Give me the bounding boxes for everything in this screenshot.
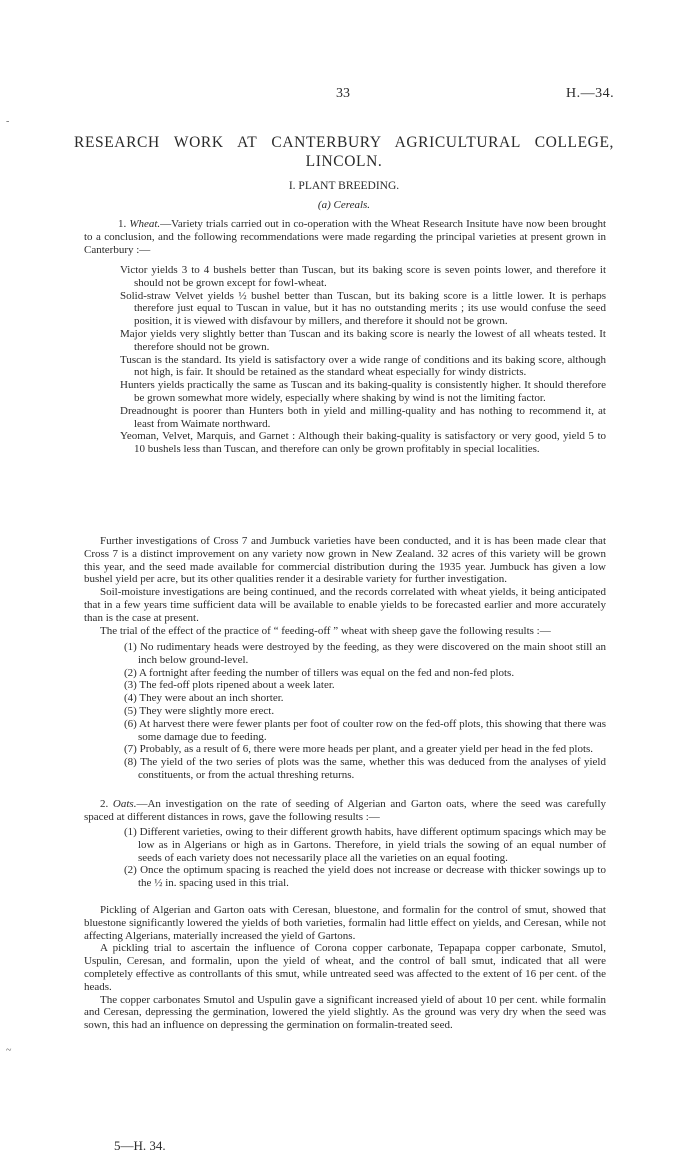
margin-mark-bottom: ~ (6, 1045, 12, 1056)
feeding-results (124, 641, 606, 782)
list-item: (4) They were about an inch shorter. (124, 692, 284, 705)
variety-list (120, 264, 606, 456)
margin-mark-top: - (6, 116, 10, 127)
wheat-intro-text: —Variety trials carried out in co-operation with the Wheat Research Insitute have now been brought to a conclusion, and the following recommendations were made regarding the principal varieties at present grown in Canterbury :— (84, 218, 607, 256)
list-item: (7) Probably, as a result of 6, there were more heads per plant, and a greater yield per head in the fed plots. (124, 743, 594, 756)
list-item: (5) They were slightly more erect. (124, 704, 275, 717)
oats-lead: 2. (100, 798, 113, 810)
list-item: Dreadnought is poorer than Hunters both in yield and milling-quality and has nothing to recommend it, at least from Waimate northward. (120, 404, 606, 430)
paragraph-soil: Soil-moisture investigations are being continued, and the records correlated with wheat yields, it being anticipated that in a few years time sufficient data will be available to enable yields to be forecasted earlier and more accurately than is the case at present. (84, 586, 606, 624)
list-item: (2) Once the optimum spacing is reached the yield does not increase or decrease with thicker sowings up to the ½ in. spacing used in this trial. (124, 864, 606, 890)
page-title-line2: LINCOLN. (305, 153, 383, 170)
paragraph-pickling: Pickling of Algerian and Garton oats with Ceresan, bluestone, and formalin for the control of smut, showed that bluestone significantly lowered the yields of both varieties, formalin had little effect on yields, and Ceresan, while not affecting Algerians, materially increased the yield of Gartons. (84, 904, 606, 942)
oats-paragraphs (84, 904, 606, 1032)
list-item: Tuscan is the standard. Its yield is satisfactory over a wide range of conditions and its baking score, although not high, is fair. It should be retained as the standard wheat especially for windy districts. (120, 353, 606, 379)
list-item: Solid-straw Velvet yields ½ bushel better than Tuscan, but its baking score is a little lower. It is perhaps therefore just equal to Tuscan in value, but it has no outstanding merits ; its use would confuse the seed position, it is viewed with disfavour by millers, and therefore it should not be grown. (120, 289, 606, 328)
section-subheading: (a) Cereals. (317, 199, 371, 211)
page-signature: 5—H. 34. (114, 1138, 166, 1153)
list-item: Major yields very slightly better than Tuscan and its baking score is nearly the lowest of all wheats tested. It therefore should not be grown. (120, 327, 606, 353)
list-item: Victor yields 3 to 4 bushels better than Tuscan, but its baking score is seven points lower, and therefore it should not be grown except for fowl-wheat. (120, 264, 606, 289)
section-heading: I. PLANT BREEDING. (288, 180, 400, 192)
document-code: H.—34. (566, 86, 615, 101)
list-item: (6) At harvest there were fewer plants per foot of coulter row on the fed-off plots, this showing that there was some damage due to feeding. (124, 717, 606, 743)
paragraph-corona: A pickling trial to ascertain the influence of Corona copper carbonate, Tepapapa copper carbonate, Smutol, Uspulin, Ceresan, and formalin, upon the yield of wheat, and the control of ball smut, indicated that all were completely effective as controllants of this smut, while untreated seed was affected to the extent of 16 per cent. of the heads. (84, 942, 606, 993)
list-item: (1) Different varieties, owing to their different growth habits, have different optimum spacings which may be low as in Algerians or high as in Gartons. Therefore, in yield trials the sowing of an equal number of seeds of each variety does not necessarily place all the varieties on an equal footing. (124, 826, 606, 864)
list-item: (8) The yield of the two series of plots was the same, whether this was deduced from the analyses of yield constituents, or from the actual threshing returns. (124, 756, 606, 781)
list-item: (3) The fed-off plots ripened about a week later. (124, 679, 335, 692)
page-title: RESEARCH WORK AT CANTERBURY AGRICULTURAL COLLEGE, (74, 134, 614, 151)
list-item: (1) No rudimentary heads were destroyed by the feeding, as they were discovered on the main shoot still an inch below ground-level. (124, 641, 606, 666)
paragraph-copper: The copper carbonates Smutol and Uspulin gave a significant increased yield of about 10 per cent. while formalin and Ceresan, depressing the germination, lowered the yield slightly. As the ground was very dry when the seed was sown, this had an influence on depressing the germination on formalin-treated seed. (84, 993, 606, 1032)
wheat-lead: 1. (118, 218, 130, 230)
oats-intro-text: —An investigation on the rate of seeding of Algerian and Garton oats, where the seed was carefully spaced at different distances in rows, gave the following results :— (84, 798, 606, 823)
oats-intro (84, 798, 606, 824)
oats-results (124, 826, 606, 890)
page-number: 33 (336, 86, 350, 101)
wheat-paragraphs (84, 535, 606, 637)
list-item: (2) A fortnight after feeding the number of tillers was equal on the fed and non-fed plots. (124, 666, 515, 679)
wheat-label: Wheat. (129, 218, 161, 230)
list-item: Hunters yields practically the same as Tuscan and its baking-quality is consistently higher. It should therefore be grown somewhat more widely, especially where shaking by wind is not the limiting factor. (120, 379, 606, 404)
paragraph-cross7: Further investigations of Cross 7 and Jumbuck varieties have been conducted, and it is has been made clear that Cross 7 is a distinct improvement on any variety now grown in New Zealand. 32 acres of this variety will be grown this year, and the seed made available for commercial distribution during the 1935 year. Jumbuck has given a low bushel yield per acre, but its other qualities render it a desirable variety for further investigation. (84, 535, 606, 586)
paragraph-feeding: The trial of the effect of the practice of “ feeding-off ” wheat with sheep gave the following results :— (100, 624, 551, 637)
oats-label: Oats. (112, 798, 137, 810)
wheat-intro (84, 218, 606, 256)
list-item: Yeoman, Velvet, Marquis, and Garnet : Although their baking-quality is satisfactory or very good, yield 5 to 10 bushels less than Tuscan, and therefore can only be grown profitably in special localities. (120, 430, 606, 456)
